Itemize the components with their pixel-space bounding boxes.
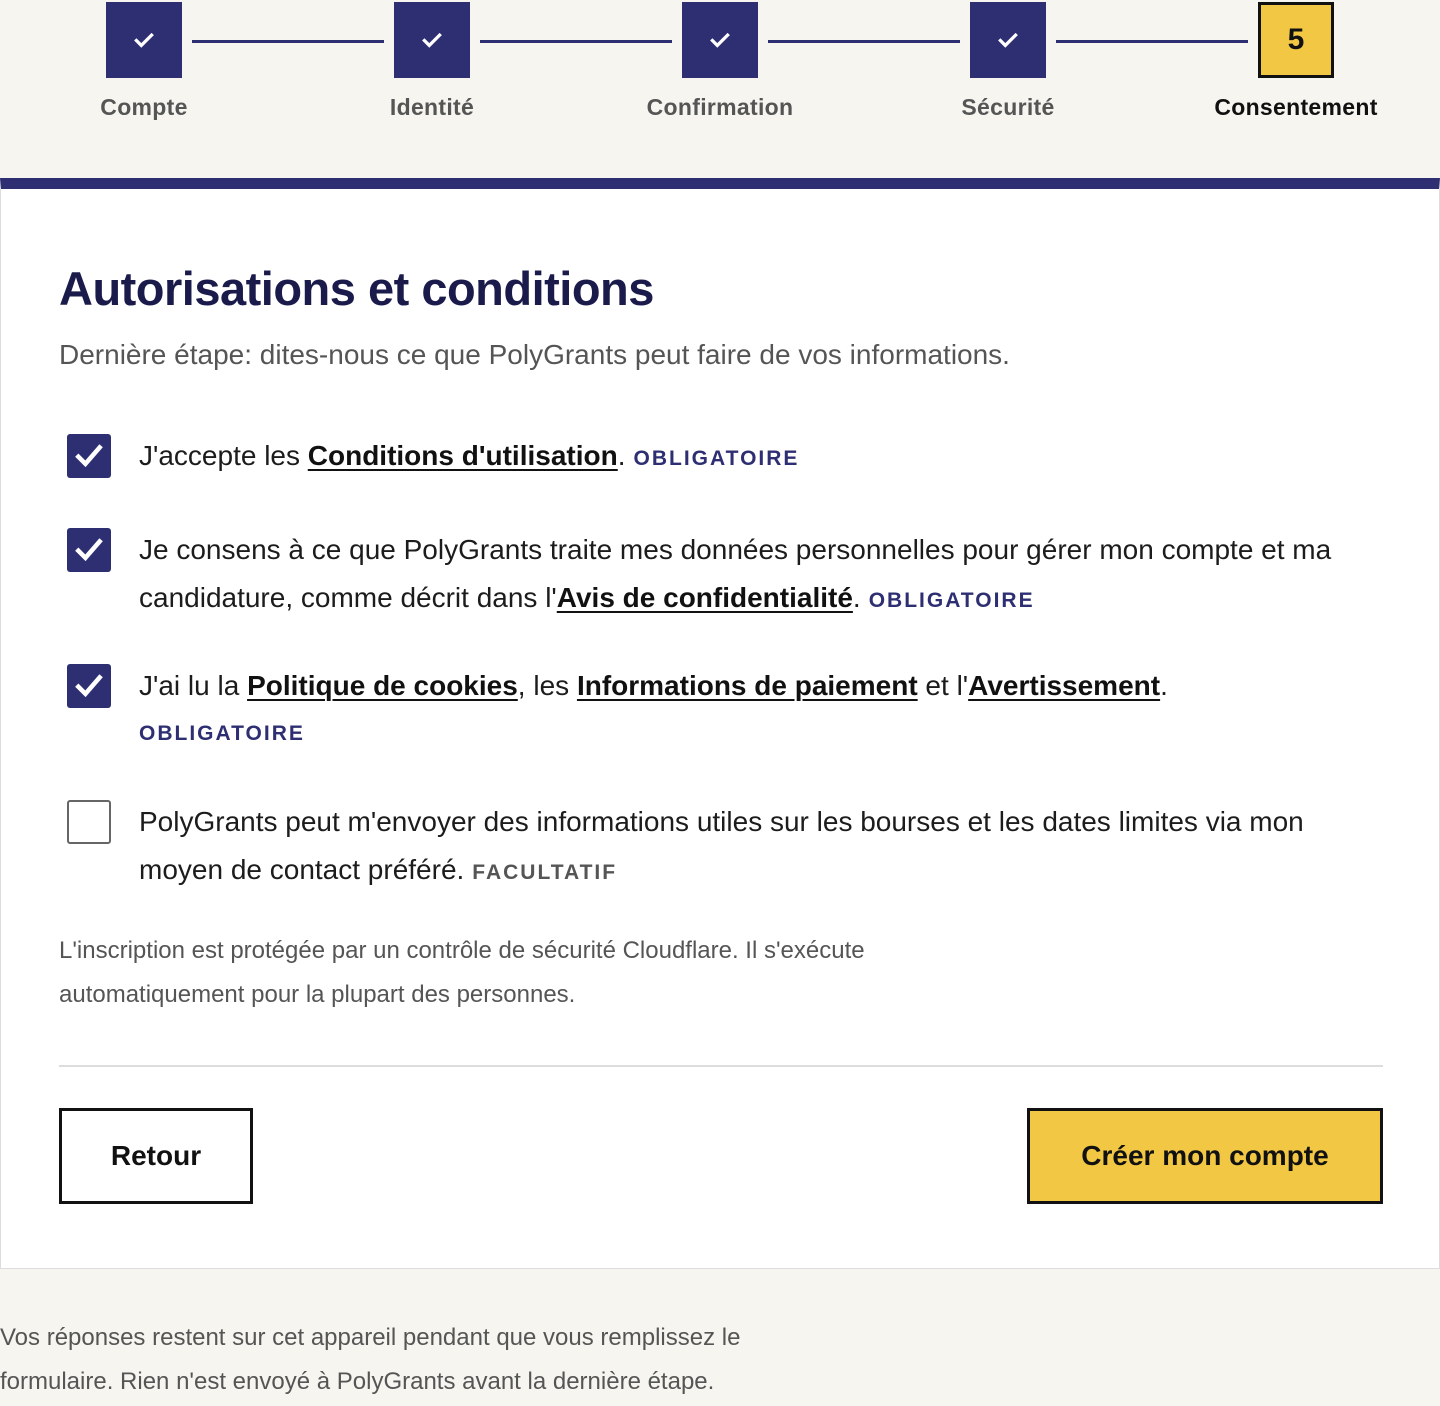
required-badge: OBLIGATOIRE (633, 447, 800, 470)
step-label: Sécurité (961, 94, 1055, 120)
consent-text: J'accepte les (139, 440, 308, 471)
privacy-checkbox[interactable] (67, 528, 111, 572)
check-icon (707, 27, 733, 53)
step-done-box (394, 2, 470, 78)
optional-badge: FACULTATIF (472, 861, 618, 884)
required-badge: OBLIGATOIRE (868, 589, 1035, 612)
create-account-button[interactable]: Créer mon compte (1027, 1108, 1383, 1204)
consent-label (139, 526, 1389, 625)
privacy-footer-note: Vos réponses restent sur cet appareil pendant que vous remplissez le formulaire. Rien n'est envoyé à PolyGrants avant la dernière étape. (0, 1324, 741, 1395)
divider (59, 1065, 1383, 1067)
consent-label (139, 798, 1389, 897)
checkmark-icon (72, 533, 106, 567)
step-done-box (970, 2, 1046, 78)
consent-text: , les (517, 670, 577, 701)
required-badge: OBLIGATOIRE (139, 722, 305, 745)
security-note: L'inscription est protégée par un contrôle de sécurité Cloudflare. Il s'exécute automatiquement pour la plupart des personnes. (59, 937, 865, 1008)
step-label: Compte (100, 94, 188, 120)
disclaimer-link[interactable]: Avertissement (968, 670, 1161, 701)
consent-text: . (1160, 670, 1168, 701)
consent-text: et l' (917, 670, 969, 701)
terms-checkbox[interactable] (67, 434, 111, 478)
step-identite[interactable] (332, 2, 532, 121)
step-current-box: 5 (1258, 2, 1334, 78)
step-label: Consentement (1214, 94, 1378, 120)
check-icon (131, 27, 157, 53)
step-compte[interactable] (44, 2, 244, 121)
consent-card (0, 178, 1440, 1269)
checkmark-icon (72, 439, 106, 473)
consent-text: PolyGrants peut m'envoyer des informations utiles sur les bourses et les dates limites via mon moyen de contact préféré. (139, 806, 1304, 885)
marketing-checkbox[interactable] (67, 800, 111, 844)
page-subtitle: Dernière étape: dites-nous ce que PolyGrants peut faire de vos informations. (59, 339, 1010, 370)
back-button[interactable]: Retour (59, 1108, 253, 1204)
cookie-policy-link[interactable]: Politique de cookies (247, 670, 518, 701)
privacy-notice-link[interactable]: Avis de confidentialité (556, 582, 853, 613)
step-done-box (682, 2, 758, 78)
step-label: Confirmation (646, 94, 794, 120)
check-icon (995, 27, 1021, 53)
checkmark-icon (72, 669, 106, 703)
step-label: Identité (389, 94, 475, 120)
consent-label (139, 432, 1389, 483)
step-consentement (1196, 2, 1396, 121)
payment-info-link[interactable]: Informations de paiement (576, 670, 918, 701)
progress-stepper (0, 0, 1440, 180)
consent-text: J'ai lu la (139, 670, 248, 701)
consent-text: Je consens à ce que PolyGrants traite mes données personnelles pour gérer mon compte et ma candidature, comme décrit dans l' (139, 534, 1332, 613)
policies-checkbox[interactable] (67, 664, 111, 708)
page-title: Autorisations et conditions (59, 262, 654, 315)
check-icon (419, 27, 445, 53)
step-confirmation[interactable] (620, 2, 820, 121)
terms-link[interactable]: Conditions d'utilisation (307, 440, 618, 471)
consent-text: . (852, 582, 861, 613)
step-done-box (106, 2, 182, 78)
step-securite[interactable] (908, 2, 1108, 121)
consent-label (139, 662, 1389, 758)
consent-text: . (617, 440, 626, 471)
